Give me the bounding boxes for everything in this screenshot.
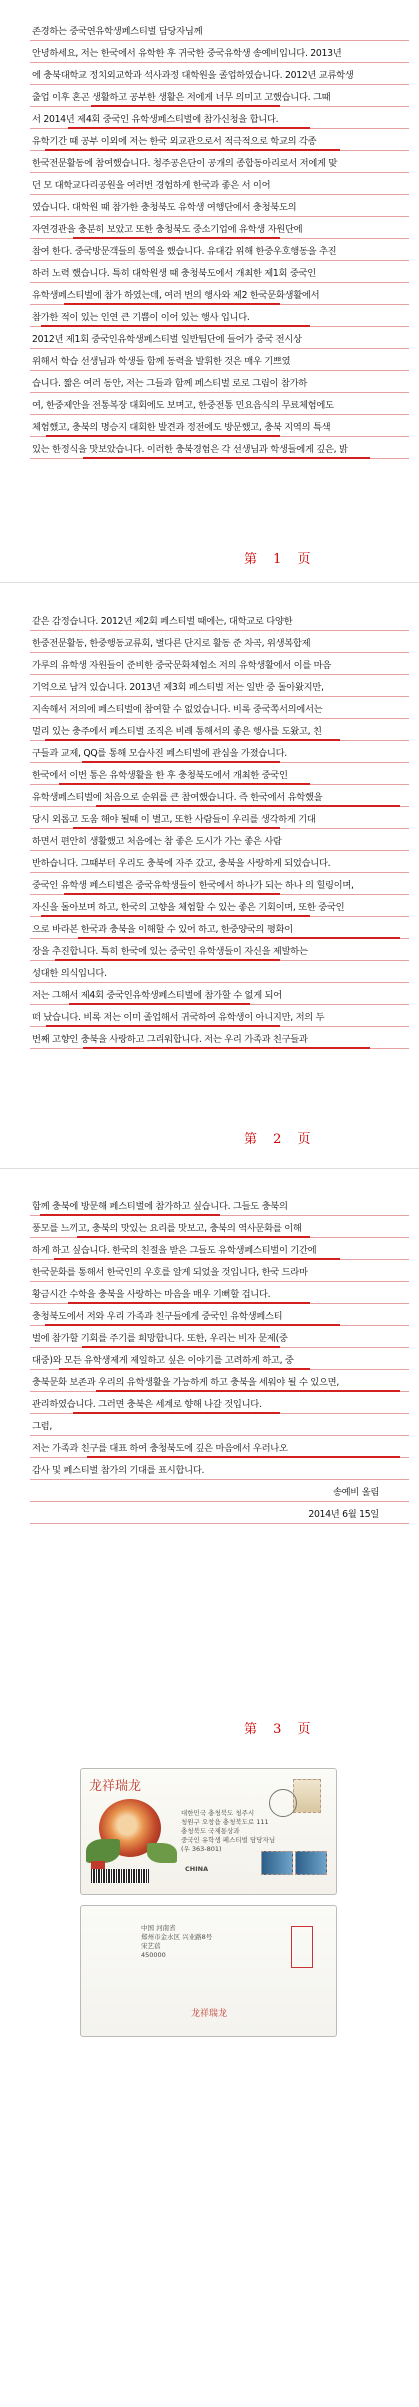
registered-label [91,1861,105,1869]
handwritten-line: 유학기간 때 공부 이외에 저는 한국 외교관으로서 적극적으로 학교의 각종 [32,136,317,147]
red-underline [45,1324,340,1326]
handwritten-line: 지속해서 저의에 페스티벌에 참여할 수 없었습니다. 비록 중국쪽서의에서는 [32,704,323,715]
handwritten-line: 출업 이후 혼곤 생활하고 공부한 생활은 저에게 너무 의미고 고했습니다. 그때 [32,92,331,103]
red-underline [78,937,400,939]
red-underline [73,1412,280,1414]
ruled-line [30,1435,409,1436]
handwritten-line: 습니다. 짧은 여러 동안, 저는 그들과 함께 페스티벌 로로 그림이 참가하 [32,378,307,389]
page-number-2: 第 2 页 [244,1132,317,1147]
handwritten-line: 저는 가족과 친구를 대표 하여 충청북도에 깊은 마음에서 우러나오 [32,1443,288,1454]
red-underline [83,457,370,459]
ruled-line [30,850,409,851]
handwritten-line: 같은 감정습니다. 2012년 제2회 페스티벌 때에는, 대학교로 다양한 [32,616,293,627]
red-underline [46,435,280,437]
handwritten-line: 성대한 의식입니다. [32,968,107,979]
red-underline [96,805,400,807]
ruled-line [30,696,409,697]
red-underline [59,1368,310,1370]
red-underline [40,1214,220,1216]
address-line: 450000 [141,1951,166,1959]
ruled-line [30,260,409,261]
red-underline [54,1258,340,1260]
handwritten-line: 하면서 편안히 생활했고 처음에는 참 좋은 도시가 가는 좋은 사람 [32,836,282,847]
handwritten-line: 충북문화 보존과 우리의 유학생활을 가능하게 하고 충북을 세워야 될 수 있으면, [32,1377,339,1388]
ruled-line [30,370,409,371]
handwritten-line: 하게 하고 싶습니다. 한국의 친절을 받은 그들도 유학생페스티벌이 기간에 [32,1245,317,1256]
ruled-line [30,392,409,393]
page-separator [0,582,419,583]
ruled-line [30,1501,409,1502]
ruled-line [30,1479,409,1480]
letter-page-1 [0,0,419,560]
red-underline [82,761,280,763]
handwritten-line: 당시 외롭고 도움 해야 될때 이 별고, 또한 사람들이 우리를 생각하게 기대 [32,814,316,825]
envelope-back-photo [80,1905,337,2037]
address-line: 대한민국 충청북도 청주시 [181,1809,255,1817]
handwritten-line: 충청북도에서 저와 우리 가족과 친구들에게 중국인 유학생페스티 [32,1311,283,1322]
handwritten-line: 여, 한중제안을 전통복장 대회에도 보며고, 한중전통 민요음식의 무료체험에도 [32,400,334,411]
handwritten-line: 대중)와 모든 유학생제게 제일하고 싶은 이야기를 고려하게 하고, 중 [32,1355,294,1366]
red-underline [77,1236,310,1238]
handwritten-line: 그럼, [32,1421,53,1432]
handwritten-line: 번째 고향인 충북을 사랑하고 그리워합니다. 저는 우리 가족과 친구들과 [32,1034,308,1045]
registered-mail-barcode [91,1869,149,1883]
red-underline [96,1390,400,1392]
red-underline [64,893,280,895]
handwritten-line: 던 모 대학교다리공원을 여러번 경험하게 한국과 좋은 서 이어 [32,180,271,191]
sender-country: CHINA [185,1865,209,1873]
red-underline [87,1456,400,1458]
handwritten-line: 구들과 교제, QQ를 통해 모습사진 페스티벌에 관심을 가졌습니다. [32,748,287,759]
red-underline [46,1025,280,1027]
ruled-line [30,1281,409,1282]
ruled-line [30,84,409,85]
handwritten-line: 한국전문활동에 참여했습니다. 청주공은단이 공개의 종합동아리로서 저에게 맞 [32,158,338,169]
handwritten-line: 관리하였습니다. 그러면 충북은 세계로 향해 나갈 것입니다. [32,1399,262,1410]
address-line: (우 363-801) [181,1845,222,1853]
ruled-line [30,652,409,653]
handwritten-line: 송예비 올림 [332,1487,379,1498]
ruled-line [30,216,409,217]
ruled-line [30,630,409,631]
address-line: 中国 河南省 [141,1924,176,1932]
handwritten-line: 안녕하세요, 저는 한국에서 유학한 후 귀국한 중국유학생 송예비입니다. 2013년 [32,48,342,59]
envelope-brand-back: 龙祥瑞龙 [191,2009,228,2019]
address-line: 郑州市金水区 兴业路8号 [141,1933,213,1941]
handwritten-line: 2014년 6월 15일 [308,1509,379,1520]
handwritten-line: 기억으로 남겨 있습니다. 2013년 제3회 페스티벌 저는 일반 중 돌아왔지만, [32,682,324,693]
handwritten-line: 감사 및 페스티벌 참가의 기대를 표시합니다. [32,1465,205,1476]
handwritten-line: 에 충북대학교 정치외교학과 석사과정 대학원을 졸업하였습니다. 2012년 교류학생 [32,70,354,81]
handwritten-line: 멀리 있는 충주에서 페스티벌 조직은 비례 통해서의 좋은 행사를 도왔고, 친 [32,726,322,737]
red-underline [45,149,340,151]
leaf-illustration [86,1839,120,1863]
postage-stamp [295,1851,327,1875]
page-separator [0,1168,419,1169]
handwritten-line: 함께 충북에 방문해 페스티벌에 참가하고 싶습니다. 그들도 충북의 [32,1201,288,1212]
handwritten-line: 한중전문활동, 한중행동교류회, 별다른 단지로 활동 준 차곡, 위생복합제 [32,638,311,649]
page-number-3: 第 3 页 [244,1722,317,1737]
page-number-1: 第 1 页 [244,552,317,567]
ruled-line [30,872,409,873]
address-line: 충청북도 국제통상과 [181,1827,240,1835]
leaf-illustration [147,1843,177,1863]
ruled-line [30,282,409,283]
handwritten-line: 자연경관을 충분히 보았고 또한 충청북도 중소기업에 유학생 자원단에 [32,224,303,235]
red-underline [82,1346,280,1348]
postmark [269,1789,297,1817]
ruled-line [30,172,409,173]
red-underline [41,325,310,327]
address-line: 중국인 유학생 페스티벌 담당자님 [181,1836,276,1844]
ruled-line [30,718,409,719]
handwritten-line: 황금시간 수학을 충북을 사랑하는 마음을 매우 기뻐할 겁니다. [32,1289,271,1300]
handwritten-line: 풍모를 느끼고, 충북의 맛있는 요리를 맛보고, 충북의 역사문화를 이해 [32,1223,302,1234]
handwritten-line: 였습니다. 대학원 때 참가한 충청북도 유학생 여행단에서 충청북도의 [32,202,297,213]
red-underline [69,1003,250,1005]
red-underline [59,783,310,785]
sender-address [141,1924,212,1960]
red-underline [41,915,310,917]
red-underline [68,1302,310,1304]
envelope-front-photo [80,1768,337,1895]
handwritten-line: 저는 그해서 제4회 중국인유학생페스티벌에 참가할 수 없게 되어 [32,990,282,1001]
handwritten-line: 유학생페스티벌에 처음으로 순위를 큰 참여했습니다. 즉 한국에서 유학했을 [32,792,323,803]
handwritten-line: 하러 노력 했습니다. 특히 대학원생 때 충청북도에서 개최한 제1회 중국인 [32,268,316,279]
ruled-line [30,62,409,63]
handwritten-line: 떠 났습니다. 비록 저는 이미 졸업해서 귀국하여 유학생이 아니지만, 저의 두 [32,1012,325,1023]
handwritten-line: 있는 한정식을 맛보았습니다. 이러한 충북경험은 각 선생님과 학생들에게 깊은, 밝 [32,444,348,455]
handwritten-line: 존경하는 중국연유학생페스티벌 담당자님께 [32,26,203,37]
handwritten-line: 으로 바라본 한국과 충북을 이해할 수 있어 하고, 한중양국의 평화이 [32,924,293,935]
red-underline [68,127,310,129]
handwritten-line: 참여 한다. 중국방문객들의 통역을 했습니다. 유대감 위해 한중우호행동을 추진 [32,246,337,257]
postage-stamp [293,1779,321,1813]
handwritten-line: 반하습니다. 그때부터 우리도 충북에 자주 갔고, 충북을 사랑하게 되었습니다. [32,858,331,869]
handwritten-line: 참가한 적이 있는 인연 큰 기쁨이 이어 있는 행사 입니다. [32,312,250,323]
handwritten-line: 한국문화를 통해서 한국인의 우호를 알게 되었을 것입니다, 한국 드라마 [32,1267,308,1278]
handwritten-line: 장을 추진합니다. 특히 한국에 있는 중국인 유학생들이 자신을 제발하는 [32,946,308,957]
handwritten-line: 가루의 유학생 자원들이 준비한 중국문화체험소 저의 유학생활에서 이를 마음 [32,660,332,671]
ruled-line [30,40,409,41]
ruled-line [30,348,409,349]
red-underline [64,303,280,305]
handwritten-line: 서 2014년 제4회 중국인 유학생페스티벌에 참가신청을 합니다. [32,114,279,125]
recipient-address [181,1809,275,1854]
handwritten-line: 체험했고, 충북의 명승지 대회한 발견과 정전에도 방문했고, 충북 지역의 특색 [32,422,331,433]
ruled-line [30,982,409,983]
letter-page-3 [0,1175,419,1735]
address-line: 宋艺蓓 [141,1942,161,1950]
address-line: 청원구 오창읍 충청북도로 111 [181,1818,269,1826]
envelope-brand: 龙祥瑞龙 [89,1779,142,1794]
handwritten-line: 자신을 돌아보며 하고, 한국의 고향을 체험할 수 있는 좋은 기회이며, 또한 중국인 [32,902,345,913]
red-underline [83,1047,370,1049]
red-seal-box [291,1926,313,1968]
ruled-line [30,1523,409,1524]
ruled-line [30,674,409,675]
handwritten-line: 2012년 제1회 중국인유학생페스티벌 일반팀단에 들어가 중국 전시상 [32,334,302,345]
handwritten-line: 벌에 참가할 기회를 주기를 희망합니다. 또한, 우리는 비자 문제(중 [32,1333,288,1344]
postage-stamp [261,1851,293,1875]
ruled-line [30,414,409,415]
handwritten-line: 유학생페스티벌에 참가 하였는데, 여러 번의 행사와 제2 한국문화생활에서 [32,290,320,301]
red-underline [91,105,280,107]
handwritten-line: 한국에서 이번 통은 유학생활을 한 후 충청북도에서 개최한 중국인 [32,770,288,781]
handwritten-line: 위해서 학습 선생님과 학생들 함께 동력을 발휘한 것은 매우 기쁘였 [32,356,291,367]
letter-page-2 [0,590,419,1150]
handwritten-line: 중국인 유학생 페스티벌은 중국유학생들이 한국에서 하나가 되는 하나 의 힐링이며, [32,880,354,891]
ruled-line [30,194,409,195]
red-underline [73,827,280,829]
red-underline [55,959,280,961]
red-underline [45,739,340,741]
red-underline [73,237,280,239]
